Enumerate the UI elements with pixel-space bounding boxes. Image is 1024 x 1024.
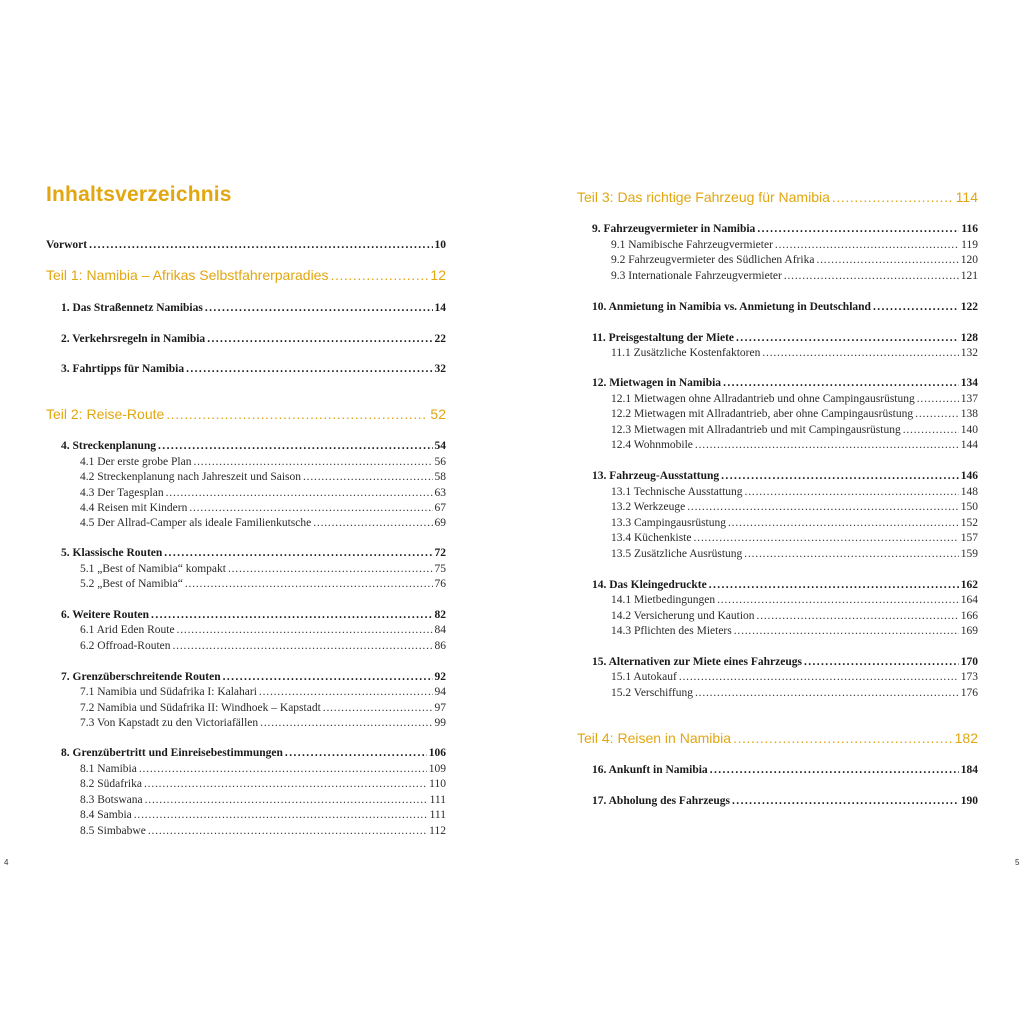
toc-entry-label: 15. Alternativen zur Miete eines Fahrzeugs	[592, 656, 802, 668]
dot-leader	[139, 762, 427, 777]
toc-entry-label: 7.3 Von Kapstadt zu den Victoriafällen	[80, 717, 259, 729]
toc-entry-label: 4.4 Reisen mit Kindern	[80, 502, 188, 514]
toc-entry-label: 13.3 Campingausrüstung	[611, 517, 726, 529]
toc-entry-page: 122	[960, 301, 978, 313]
toc-entry-page: 144	[960, 439, 978, 451]
toc-sub-entry	[611, 238, 978, 253]
dot-leader	[732, 794, 959, 809]
dot-leader	[695, 686, 959, 701]
toc-entry-label: 8.3 Botswana	[80, 794, 143, 806]
toc-entry-page: 84	[434, 624, 446, 636]
toc-chapter-entry	[592, 300, 978, 315]
toc-entry-label: 10. Anmietung in Namibia vs. Anmietung in Deutschland	[592, 301, 871, 313]
toc-entry-label: 6. Weitere Routen	[61, 609, 150, 621]
toc-sub-entry	[611, 624, 978, 639]
toc-sub-entry	[611, 609, 978, 624]
toc-entry-page: 54	[434, 440, 446, 452]
toc-sub-entry	[611, 547, 978, 562]
toc-entry-page: 72	[434, 547, 446, 559]
toc-chapter-entry	[592, 469, 978, 484]
toc-entry-page: 86	[434, 640, 446, 652]
toc-entry-page: 173	[960, 671, 978, 683]
dot-leader	[173, 639, 433, 654]
toc-chapter-entry	[61, 362, 446, 377]
toc-entry-page: 132	[960, 347, 978, 359]
toc-entry-label: 13. Fahrzeug-Ausstattung	[592, 470, 720, 482]
toc-chapter-entry	[61, 746, 446, 761]
dot-leader	[757, 609, 959, 624]
toc-entry-page: 146	[960, 470, 978, 482]
dot-leader	[736, 331, 959, 346]
dot-leader	[223, 670, 433, 685]
toc-sub-entry	[611, 423, 978, 438]
toc-entry-page: 119	[961, 239, 978, 251]
dot-leader	[745, 485, 959, 500]
toc-entry-page: 75	[434, 563, 446, 575]
toc-entry-page: 106	[428, 747, 446, 759]
toc-entry-label: 6.1 Arid Eden Route	[80, 624, 175, 636]
toc-sub-entry	[80, 516, 446, 531]
toc-entry-label: Teil 4: Reisen in Namibia	[577, 730, 732, 746]
toc-entry-page: 159	[960, 548, 978, 560]
dot-leader	[228, 562, 433, 577]
toc-entry-page: 170	[960, 656, 978, 668]
dot-leader	[205, 301, 433, 316]
dot-leader	[721, 469, 959, 484]
toc-chapter-entry	[61, 608, 446, 623]
toc-sub-entry	[611, 500, 978, 515]
toc-entry-label: 13.1 Technische Ausstattung	[611, 486, 743, 498]
toc-chapter-entry	[61, 301, 446, 316]
toc-entry-label: 15.1 Autokauf	[611, 671, 677, 683]
toc-entry-page: 190	[960, 795, 978, 807]
toc-entry-page: 162	[960, 579, 978, 591]
toc-entry-page: 22	[434, 333, 446, 345]
toc-sub-entry	[80, 562, 446, 577]
dot-leader	[185, 577, 433, 592]
toc-sub-entry	[80, 486, 446, 501]
toc-sub-entry	[80, 777, 446, 792]
toc-entry-label: 4.5 Der Allrad-Camper als ideale Familienkutsche	[80, 517, 312, 529]
dot-leader	[260, 716, 432, 731]
dot-leader	[693, 531, 958, 546]
toc-sub-entry	[80, 501, 446, 516]
dot-leader	[915, 407, 959, 422]
toc-sub-entry	[611, 686, 978, 701]
toc-sub-entry	[80, 455, 446, 470]
toc-entry-page: 67	[434, 502, 446, 514]
toc-entry-label: 12.4 Wohnmobile	[611, 439, 693, 451]
toc-entry-page: 150	[960, 501, 978, 513]
page-number-right: 5	[1015, 858, 1020, 867]
toc-sub-entry	[611, 670, 978, 685]
dot-leader	[89, 238, 432, 253]
dot-leader	[145, 793, 428, 808]
toc-entry-page: 97	[434, 702, 446, 714]
toc-sub-entry	[611, 593, 978, 608]
toc-entry-label: 8.1 Namibia	[80, 763, 137, 775]
toc-chapter-entry	[592, 794, 978, 809]
toc-sub-entry	[80, 701, 446, 716]
toc-entry-label: 5.1 „Best of Namibia“ kompakt	[80, 563, 226, 575]
toc-entry-page: 121	[960, 270, 978, 282]
toc-sub-entry	[611, 253, 978, 268]
toc-entry-label: Vorwort	[46, 239, 88, 251]
toc-sub-entry	[611, 346, 978, 361]
toc-entry-page: 112	[429, 825, 446, 837]
toc-entry-label: 12.1 Mietwagen ohne Allradantrieb und ohne Campingausrüstung	[611, 393, 915, 405]
dot-leader	[709, 578, 959, 593]
dot-leader	[723, 376, 959, 391]
dot-leader	[734, 624, 959, 639]
toc-entry-label: 13.2 Werkzeuge	[611, 501, 686, 513]
toc-entry-label: 12.2 Mietwagen mit Allradantrieb, aber ohne Campingausrüstung	[611, 408, 914, 420]
toc-sub-entry	[611, 392, 978, 407]
dot-leader	[148, 824, 427, 839]
toc-sub-entry	[611, 516, 978, 531]
toc-entry-page: 114	[955, 189, 978, 205]
toc-entry-label: 12.3 Mietwagen mit Allradantrieb und mit Campingausrüstung	[611, 424, 901, 436]
toc-part-entry	[577, 729, 978, 747]
toc-chapter-entry	[592, 222, 978, 237]
dot-leader	[134, 808, 428, 823]
dot-leader	[207, 332, 432, 347]
dot-leader	[733, 729, 953, 747]
toc-entry-page: 116	[961, 223, 978, 235]
dot-leader	[177, 623, 433, 638]
dot-leader	[687, 500, 959, 515]
dot-leader	[259, 685, 433, 700]
toc-entry-label: 16. Ankunft in Namibia	[592, 764, 708, 776]
dot-leader	[744, 547, 958, 562]
toc-entry-page: 76	[434, 578, 446, 590]
toc-entry-label: Teil 3: Das richtige Fahrzeug für Namibia	[577, 189, 830, 205]
toc-part-entry	[46, 405, 446, 423]
toc-chapter-entry	[61, 439, 446, 454]
toc-sub-entry	[611, 485, 978, 500]
toc-entry-page: 56	[434, 456, 446, 468]
toc-entry-label: 15.2 Verschiffung	[611, 687, 693, 699]
toc-entry-label: 7. Grenzüberschreitende Routen	[61, 671, 221, 683]
toc-entry-page: 63	[434, 487, 446, 499]
toc-entry-page: 166	[960, 610, 978, 622]
toc-sub-entry	[80, 762, 446, 777]
toc-entry-label: Teil 2: Reise-Route	[46, 406, 165, 422]
toc-part-entry	[46, 266, 446, 284]
dot-leader	[804, 655, 959, 670]
dot-leader	[784, 269, 959, 284]
toc-sub-entry	[80, 639, 446, 654]
dot-leader	[762, 346, 958, 361]
toc-entry-page: 111	[429, 809, 446, 821]
dot-leader	[679, 670, 959, 685]
toc-sub-entry	[80, 824, 446, 839]
toc-entry-page: 58	[434, 471, 446, 483]
toc-sub-entry	[80, 470, 446, 485]
dot-leader	[873, 300, 959, 315]
toc-entry-page: 10	[434, 239, 446, 251]
toc-entry-page: 128	[960, 332, 978, 344]
toc-entry-page: 69	[434, 517, 446, 529]
toc-entry-page: 32	[434, 363, 446, 375]
dot-leader	[816, 253, 958, 268]
toc-entry-page: 12	[430, 267, 446, 283]
dot-leader	[695, 438, 959, 453]
toc-entry-page: 164	[960, 594, 978, 606]
toc-chapter-entry	[61, 332, 446, 347]
toc-entry-label: 8.2 Südafrika	[80, 778, 142, 790]
toc-entry-label: 9.2 Fahrzeugvermieter des Südlichen Afrika	[611, 254, 815, 266]
toc-entry-label: 5. Klassische Routen	[61, 547, 163, 559]
toc-sub-entry	[80, 685, 446, 700]
toc-entry-page: 134	[960, 377, 978, 389]
toc-entry-page: 99	[434, 717, 446, 729]
toc-entry-label: 2. Verkehrsregeln in Namibia	[61, 333, 206, 345]
toc-sub-entry	[80, 623, 446, 638]
toc-entry-label: 8. Grenzübertritt und Einreisebestimmungen	[61, 747, 283, 759]
toc-entry-label: 14.1 Mietbedingungen	[611, 594, 716, 606]
toc-sub-entry	[80, 577, 446, 592]
toc-chapter-entry	[592, 578, 978, 593]
toc-chapter-entry	[592, 331, 978, 346]
toc-entry-label: 4. Streckenplanung	[61, 440, 157, 452]
toc-entry-label: 14.2 Versicherung und Kaution	[611, 610, 755, 622]
toc-chapter-entry	[46, 238, 446, 253]
toc-entry-label: 4.2 Streckenplanung nach Jahreszeit und Saison	[80, 471, 301, 483]
toc-entry-page: 109	[428, 763, 446, 775]
dot-leader	[189, 501, 432, 516]
dot-leader	[166, 405, 428, 423]
dot-leader	[330, 266, 428, 284]
toc-entry-page: 157	[960, 532, 978, 544]
toc-sub-entry	[611, 269, 978, 284]
toc-entry-page: 82	[434, 609, 446, 621]
dot-leader	[832, 188, 954, 206]
toc-sub-entry	[80, 808, 446, 823]
toc-chapter-entry	[61, 670, 446, 685]
toc-entry-label: 14.3 Pflichten des Mieters	[611, 625, 732, 637]
toc-entry-label: 3. Fahrtipps für Namibia	[61, 363, 185, 375]
dot-leader	[710, 763, 959, 778]
toc-sub-entry	[611, 438, 978, 453]
toc-entry-label: 1. Das Straßennetz Namibias	[61, 302, 203, 314]
toc-entry-page: 138	[960, 408, 978, 420]
toc-entry-label: 9.1 Namibische Fahrzeugvermieter	[611, 239, 773, 251]
toc-entry-label: 14. Das Kleingedruckte	[592, 579, 707, 591]
toc-entry-page: 137	[960, 393, 978, 405]
toc-entry-page: 184	[960, 764, 978, 776]
toc-entry-label: 8.4 Sambia	[80, 809, 132, 821]
toc-entry-page: 169	[960, 625, 978, 637]
toc-chapter-entry	[592, 655, 978, 670]
dot-leader	[728, 516, 959, 531]
toc-entry-page: 94	[434, 686, 446, 698]
toc-entry-label: 9.3 Internationale Fahrzeugvermieter	[611, 270, 782, 282]
dot-leader	[166, 486, 433, 501]
dot-leader	[186, 362, 432, 377]
dot-leader	[285, 746, 427, 761]
toc-entry-page: 110	[429, 778, 446, 790]
dot-leader	[903, 423, 959, 438]
dot-leader	[917, 392, 959, 407]
toc-entry-label: 13.5 Zusätzliche Ausrüstung	[611, 548, 743, 560]
toc-sub-entry	[611, 531, 978, 546]
toc-entry-label: 17. Abholung des Fahrzeugs	[592, 795, 731, 807]
dot-leader	[193, 455, 432, 470]
toc-entry-page: 111	[429, 794, 446, 806]
toc-entry-page: 52	[430, 406, 446, 422]
toc-entry-page: 152	[960, 517, 978, 529]
dot-leader	[158, 439, 432, 454]
toc-entry-label: 4.3 Der Tagesplan	[80, 487, 164, 499]
toc-entry-label: 6.2 Offroad-Routen	[80, 640, 171, 652]
toc-sub-entry	[611, 407, 978, 422]
dot-leader	[144, 777, 427, 792]
dot-leader	[303, 470, 433, 485]
toc-title: Inhaltsverzeichnis	[46, 183, 232, 206]
toc-entry-page: 92	[434, 671, 446, 683]
dot-leader	[164, 546, 432, 561]
toc-entry-page: 120	[960, 254, 978, 266]
dot-leader	[151, 608, 432, 623]
toc-entry-page: 140	[960, 424, 978, 436]
dot-leader	[323, 701, 433, 716]
page-number-left: 4	[4, 858, 9, 867]
toc-entry-label: 9. Fahrzeugvermieter in Namibia	[592, 223, 756, 235]
toc-entry-label: 11. Preisgestaltung der Miete	[592, 332, 735, 344]
toc-entry-page: 14	[434, 302, 446, 314]
toc-entry-page: 182	[954, 730, 978, 746]
toc-sub-entry	[80, 716, 446, 731]
dot-leader	[757, 222, 959, 237]
dot-leader	[313, 516, 432, 531]
toc-sub-entry	[80, 793, 446, 808]
toc-entry-label: 11.1 Zusätzliche Kostenfaktoren	[611, 347, 761, 359]
toc-chapter-entry	[592, 763, 978, 778]
toc-entry-label: 7.2 Namibia und Südafrika II: Windhoek – Kapstadt	[80, 702, 321, 714]
toc-chapter-entry	[592, 376, 978, 391]
toc-chapter-entry	[61, 546, 446, 561]
toc-entry-page: 176	[960, 687, 978, 699]
toc-part-entry	[577, 188, 978, 206]
toc-entry-label: 12. Mietwagen in Namibia	[592, 377, 722, 389]
toc-entry-label: 7.1 Namibia und Südafrika I: Kalahari	[80, 686, 257, 698]
dot-leader	[775, 238, 959, 253]
toc-entry-label: 13.4 Küchenkiste	[611, 532, 692, 544]
toc-entry-label: 8.5 Simbabwe	[80, 825, 146, 837]
toc-entry-label: 5.2 „Best of Namibia“	[80, 578, 183, 590]
toc-entry-label: Teil 1: Namibia – Afrikas Selbstfahrerparadies	[46, 267, 329, 283]
toc-entry-page: 148	[960, 486, 978, 498]
dot-leader	[717, 593, 959, 608]
toc-entry-label: 4.1 Der erste grobe Plan	[80, 456, 192, 468]
